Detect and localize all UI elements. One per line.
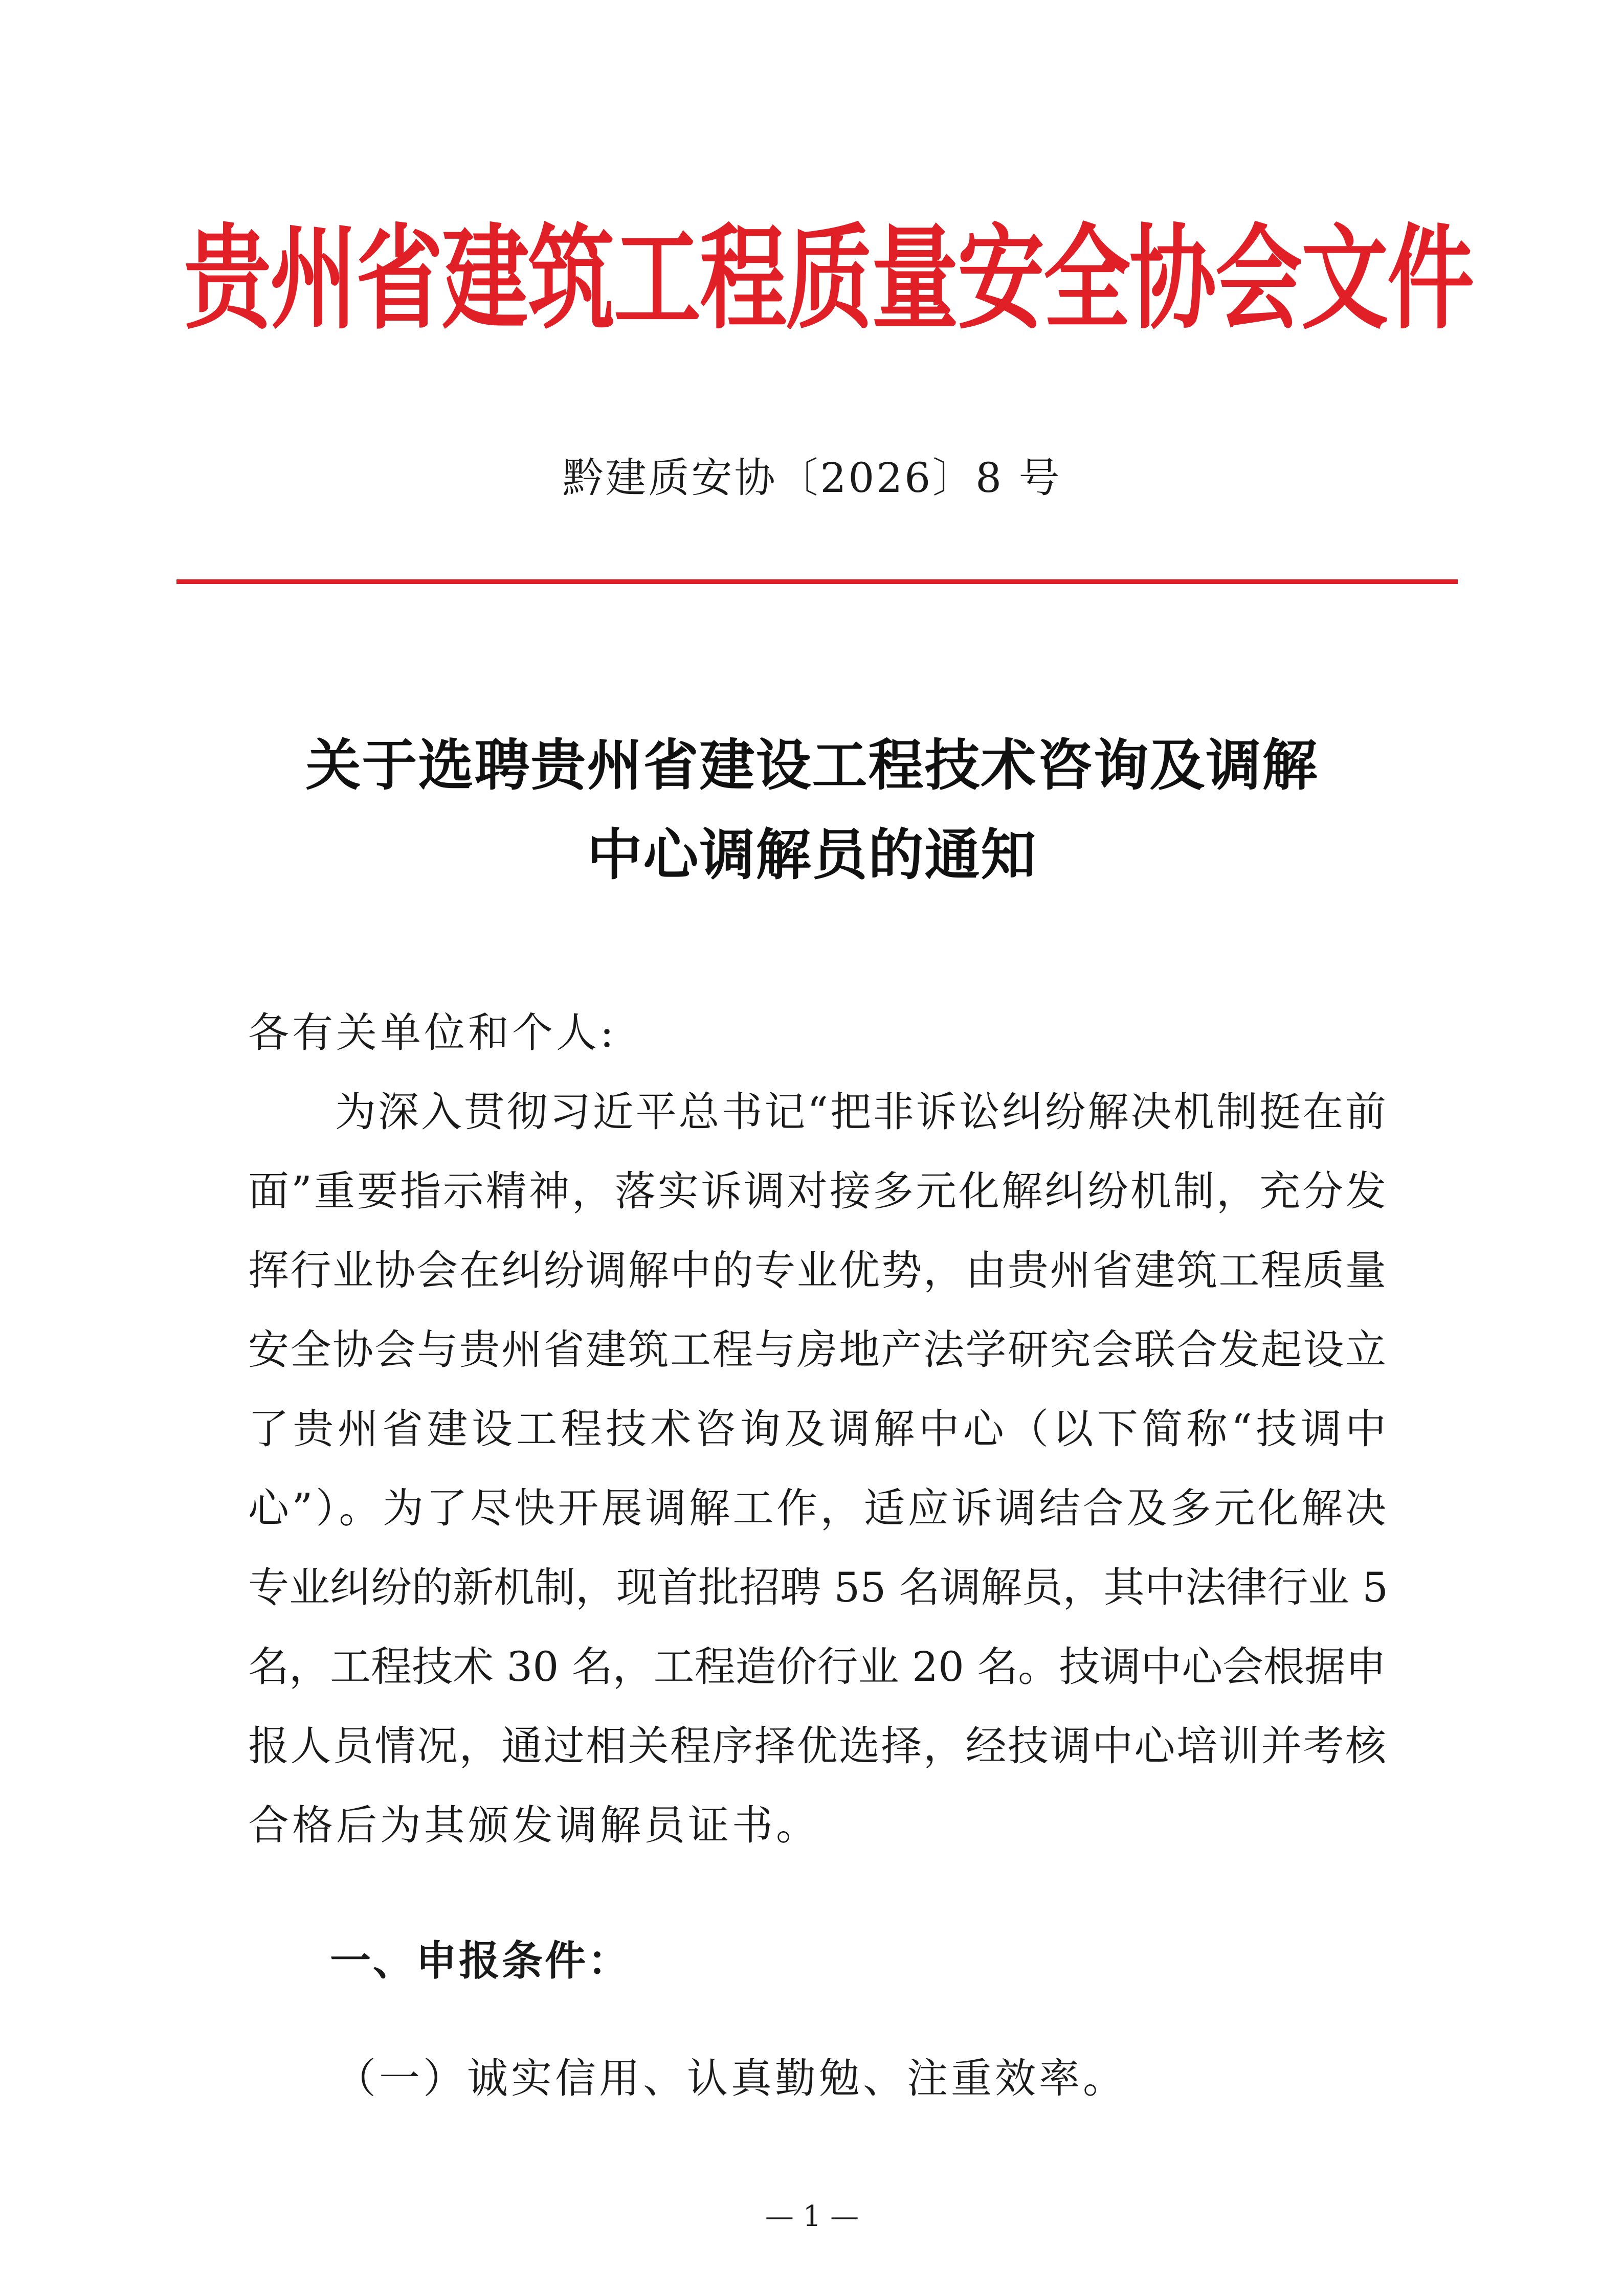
condition-item-1: （一）诚实信用、认真勤勉、注重效率。 bbox=[335, 2055, 1127, 2102]
salutation: 各有关单位和个人: bbox=[248, 1009, 617, 1056]
body-line-5: 了贵州省建设工程技术咨询及调解中心（以下简称“技调中 bbox=[248, 1405, 1386, 1453]
notice-title-line-2: 中心调解员的通知 bbox=[587, 823, 1037, 887]
body-line-6: 心”）。为了尽快开展调解工作，适应诉调结合及多元化解决 bbox=[248, 1484, 1386, 1532]
body-line-8: 名，工程技术 30 名，工程造价行业 20 名。技调中心会根据申 bbox=[248, 1643, 1387, 1691]
notice-title bbox=[0, 721, 1624, 900]
body-line-1: 为深入贯彻习近平总书记“把非诉讼纠纷解决机制挺在前 bbox=[335, 1088, 1386, 1136]
body-line-7: 专业纠纷的新机制，现首批招聘 55 名调解员，其中法律行业 5 bbox=[248, 1564, 1388, 1611]
body-line-3: 挥行业协会在纠纷调解中的专业优势，由贵州省建筑工程质量 bbox=[248, 1247, 1386, 1294]
document-header-title: 贵州省建筑工程质量安全协会文件 bbox=[184, 212, 1474, 345]
body-line-4: 安全协会与贵州省建筑工程与房地产法学研究会联合发起设立 bbox=[248, 1326, 1386, 1374]
body-line-10: 合格后为其颁发调解员证书。 bbox=[248, 1802, 820, 1849]
body-line-9: 报人员情况，通过相关程序择优选择，经技调中心培训并考核 bbox=[248, 1722, 1386, 1770]
body-line-2: 面”重要指示精神，落实诉调对接多元化解纠纷机制，充分发 bbox=[248, 1167, 1386, 1215]
page-number: — 1 — bbox=[765, 2200, 859, 2233]
document-number: 黔建质安协〔2026〕8 号 bbox=[562, 454, 1062, 502]
section-heading-application-conditions: 一、申报条件： bbox=[330, 1937, 631, 1985]
notice-title-line-1: 关于选聘贵州省建设工程技术咨询及调解 bbox=[305, 733, 1319, 798]
red-divider-rule bbox=[176, 579, 1458, 584]
